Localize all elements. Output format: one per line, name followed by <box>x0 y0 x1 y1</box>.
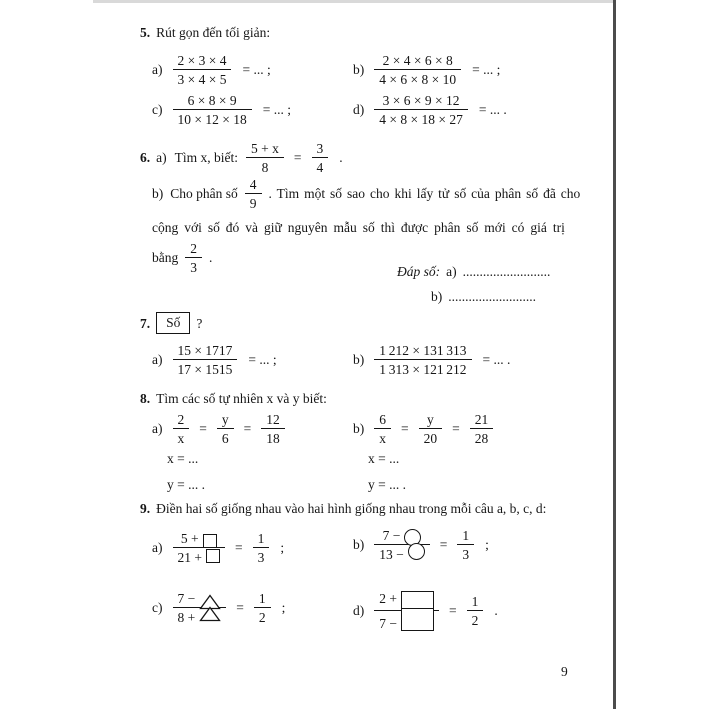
equals-sign: = <box>243 421 252 436</box>
result-dots: = ... ; <box>242 62 271 77</box>
problem-9-title: Điền hai số giống nhau vào hai hình giống nhau trong mỗi câu a, b, c, d: <box>156 501 547 516</box>
problem-7b <box>353 342 510 378</box>
equals-sign: = <box>199 421 207 436</box>
fraction-denominator: 2 <box>467 610 484 629</box>
semicolon: ; <box>281 600 286 615</box>
page-number: 9 <box>561 664 568 679</box>
fraction-denominator: 4 <box>312 157 329 176</box>
page-top-edge <box>93 0 613 3</box>
fraction-denominator: 8 <box>246 157 284 176</box>
item-label: b) <box>353 352 365 367</box>
fraction-denominator: 4 × 6 × 8 × 10 <box>374 69 461 88</box>
equals-sign: = <box>439 537 448 552</box>
fraction <box>173 342 238 378</box>
fraction-denominator: 17 × 1515 <box>173 359 238 378</box>
problem-6b-text: bằng <box>152 250 179 265</box>
fraction-denominator: 4 × 8 × 18 × 27 <box>374 109 468 128</box>
fraction-denominator: 18 <box>261 428 285 447</box>
fraction-denominator <box>374 544 430 563</box>
fraction-numerator <box>173 590 227 607</box>
item-label: a) <box>152 62 163 77</box>
problem-6a-text: Tìm x, biết: <box>174 150 238 165</box>
answer-dots: .......................... <box>462 264 551 279</box>
numerator-text: 7 − <box>382 528 401 543</box>
equals-sign: = <box>401 421 409 436</box>
fraction-numerator: 1 <box>471 594 479 609</box>
equals-sign: = <box>293 150 302 165</box>
problem-8-heading <box>140 390 327 407</box>
problem-6-number: 6. <box>140 150 151 165</box>
fraction-numerator: 5 + x <box>251 141 279 156</box>
fraction-denominator: 9 <box>245 193 262 212</box>
square-shape <box>203 534 217 548</box>
fraction-denominator: 3 × 4 × 5 <box>173 69 232 88</box>
equals-sign: = <box>452 421 460 436</box>
problem-5d <box>353 92 507 128</box>
fraction-denominator: 3 <box>457 544 474 563</box>
problem-8a <box>152 411 287 447</box>
fraction <box>374 92 468 128</box>
fraction-denominator <box>173 607 227 626</box>
fraction <box>374 527 430 563</box>
item-label: c) <box>152 600 163 615</box>
fraction-denominator: x <box>173 428 190 447</box>
equals-sign: = <box>235 540 243 555</box>
item-label: a) <box>446 264 457 279</box>
item-label: b) <box>353 421 365 436</box>
problem-9b <box>353 527 489 563</box>
result-dots: = ... ; <box>248 352 277 367</box>
denominator-text: 13 − <box>379 547 404 562</box>
fraction <box>185 240 202 276</box>
fraction <box>261 411 285 447</box>
fraction-numerator <box>374 587 439 610</box>
fraction <box>374 342 471 378</box>
fraction <box>374 411 391 447</box>
problem-7a <box>152 342 277 378</box>
boxed-word: Số <box>156 312 190 334</box>
circle-shape <box>408 543 425 560</box>
item-label: a) <box>152 352 163 367</box>
fraction <box>173 92 252 128</box>
numerator-text: 2 + <box>379 591 397 606</box>
fraction-numerator: 15 × 1717 <box>177 343 233 358</box>
triangle-shape <box>199 606 221 622</box>
semicolon: ; <box>280 540 285 555</box>
numerator-text: 7 − <box>177 591 196 606</box>
item-label: a) <box>156 150 167 165</box>
problem-8-title: Tìm các số tự nhiên x và y biết: <box>156 391 327 406</box>
problem-5c <box>152 92 291 128</box>
fraction-numerator: 1 212 × 131 313 <box>379 343 467 358</box>
problem-9a <box>152 530 284 566</box>
fraction <box>173 52 232 88</box>
fraction-numerator: 1 <box>257 531 265 546</box>
fraction-denominator: 6 <box>217 428 234 447</box>
fraction-numerator: 12 <box>266 412 280 427</box>
problem-6b-line2: cộng với số đó và giữ nguyên mẫu số thì được phân số mới có giá trị <box>152 220 565 235</box>
fraction <box>467 593 484 629</box>
y-answer-line: y = ... . <box>167 477 205 492</box>
problem-5-number: 5. <box>140 25 151 40</box>
problem-6b-line1 <box>152 176 586 212</box>
item-label: c) <box>152 102 163 117</box>
period: . <box>339 150 343 165</box>
fraction-numerator: 2 <box>177 412 185 427</box>
problem-7-number: 7. <box>140 315 151 331</box>
y-answer-line: y = ... . <box>368 477 406 492</box>
fraction-denominator: 2 <box>254 607 271 626</box>
fraction-numerator: y <box>221 412 229 427</box>
problem-5a <box>152 52 271 88</box>
fraction-numerator <box>374 527 430 544</box>
fraction-denominator: x <box>374 428 391 447</box>
x-answer-line: x = ... <box>368 451 400 466</box>
fraction <box>470 411 494 447</box>
result-dots: = ... . <box>478 102 507 117</box>
fraction-numerator: y <box>427 412 434 427</box>
fraction-denominator: 3 <box>185 257 202 276</box>
item-label: b) <box>353 62 365 77</box>
fraction <box>173 411 190 447</box>
fraction <box>457 527 474 563</box>
fraction-denominator: 10 × 12 × 18 <box>173 109 252 128</box>
item-label: a) <box>152 540 163 555</box>
equals-sign: = <box>236 600 244 615</box>
fraction <box>254 590 271 626</box>
item-label: a) <box>152 421 163 436</box>
result-dots: = ... ; <box>262 102 291 117</box>
equals-sign: = <box>449 603 457 618</box>
item-label: d) <box>353 102 365 117</box>
semicolon: ; <box>485 537 489 552</box>
item-label: d) <box>353 603 365 618</box>
result-dots: = ... . <box>482 352 511 367</box>
fraction <box>217 411 234 447</box>
fraction <box>253 530 270 566</box>
fraction-numerator: 2 × 3 × 4 <box>177 53 227 68</box>
problem-5-heading <box>140 24 270 41</box>
fraction <box>374 52 461 88</box>
fraction <box>173 590 227 626</box>
fraction-numerator: 4 <box>249 177 257 192</box>
fraction-denominator: 3 <box>253 547 270 566</box>
fraction <box>374 587 439 635</box>
problem-8-number: 8. <box>140 391 151 406</box>
denominator-text: 8 + <box>177 610 196 625</box>
item-label: b) <box>431 289 443 304</box>
x-answer-line: x = ... <box>167 451 199 466</box>
period: . <box>494 603 498 618</box>
answer-label: Đáp số: <box>397 264 441 279</box>
question-mark: ? <box>196 315 203 331</box>
fraction-numerator: 6 <box>379 412 386 427</box>
fraction-denominator: 1 313 × 121 212 <box>374 359 471 378</box>
fraction-numerator: 1 <box>258 591 266 606</box>
fraction-numerator: 2 <box>190 241 197 256</box>
problem-5-title: Rút gọn đến tối giản: <box>156 25 271 40</box>
denominator-text: 7 − <box>379 616 397 631</box>
fraction-numerator <box>173 530 226 547</box>
problem-9d <box>353 587 498 635</box>
fraction-numerator: 3 <box>316 141 324 156</box>
fraction <box>246 140 284 176</box>
numerator-text: 5 + <box>180 531 199 546</box>
item-label: b) <box>152 186 164 201</box>
answer-dots: .......................... <box>448 289 536 304</box>
fraction-denominator: 28 <box>470 428 494 447</box>
denominator-text: 21 + <box>177 550 202 565</box>
problem-9-heading <box>140 500 546 517</box>
problem-9-number: 9. <box>140 501 151 516</box>
answer-line-a <box>397 264 550 280</box>
answer-line-b <box>397 289 550 305</box>
fraction <box>173 530 226 566</box>
fraction-denominator <box>173 547 226 566</box>
square-shape <box>206 549 220 563</box>
page-right-edge-line <box>613 0 616 709</box>
result-dots: = ... ; <box>472 62 501 77</box>
fraction-numerator: 1 <box>462 528 470 543</box>
problem-6a <box>140 140 343 176</box>
rectangle-shape <box>401 608 434 631</box>
fraction <box>419 411 443 447</box>
problem-5b <box>353 52 500 88</box>
fraction <box>312 140 329 176</box>
fraction-denominator: 20 <box>419 428 443 447</box>
problem-6b <box>152 176 586 276</box>
fraction-numerator: 3 × 6 × 9 × 12 <box>382 93 460 108</box>
fraction-denominator <box>374 610 439 635</box>
problem-9c <box>152 590 285 626</box>
problem-6b-text: Cho phân số <box>170 186 238 201</box>
fraction <box>245 176 262 212</box>
period: . <box>209 250 213 265</box>
item-label: b) <box>353 537 365 552</box>
fraction-numerator: 21 <box>474 412 489 427</box>
fraction-numerator: 2 × 4 × 6 × 8 <box>382 53 453 68</box>
fraction-numerator: 6 × 8 × 9 <box>187 93 237 108</box>
problem-8b <box>353 411 495 447</box>
problem-6b-text: . Tìm một số sao cho khi lấy tử số của phân số đã cho <box>268 186 581 201</box>
problem-7-heading <box>140 312 202 334</box>
problem-6-answers <box>397 264 550 305</box>
